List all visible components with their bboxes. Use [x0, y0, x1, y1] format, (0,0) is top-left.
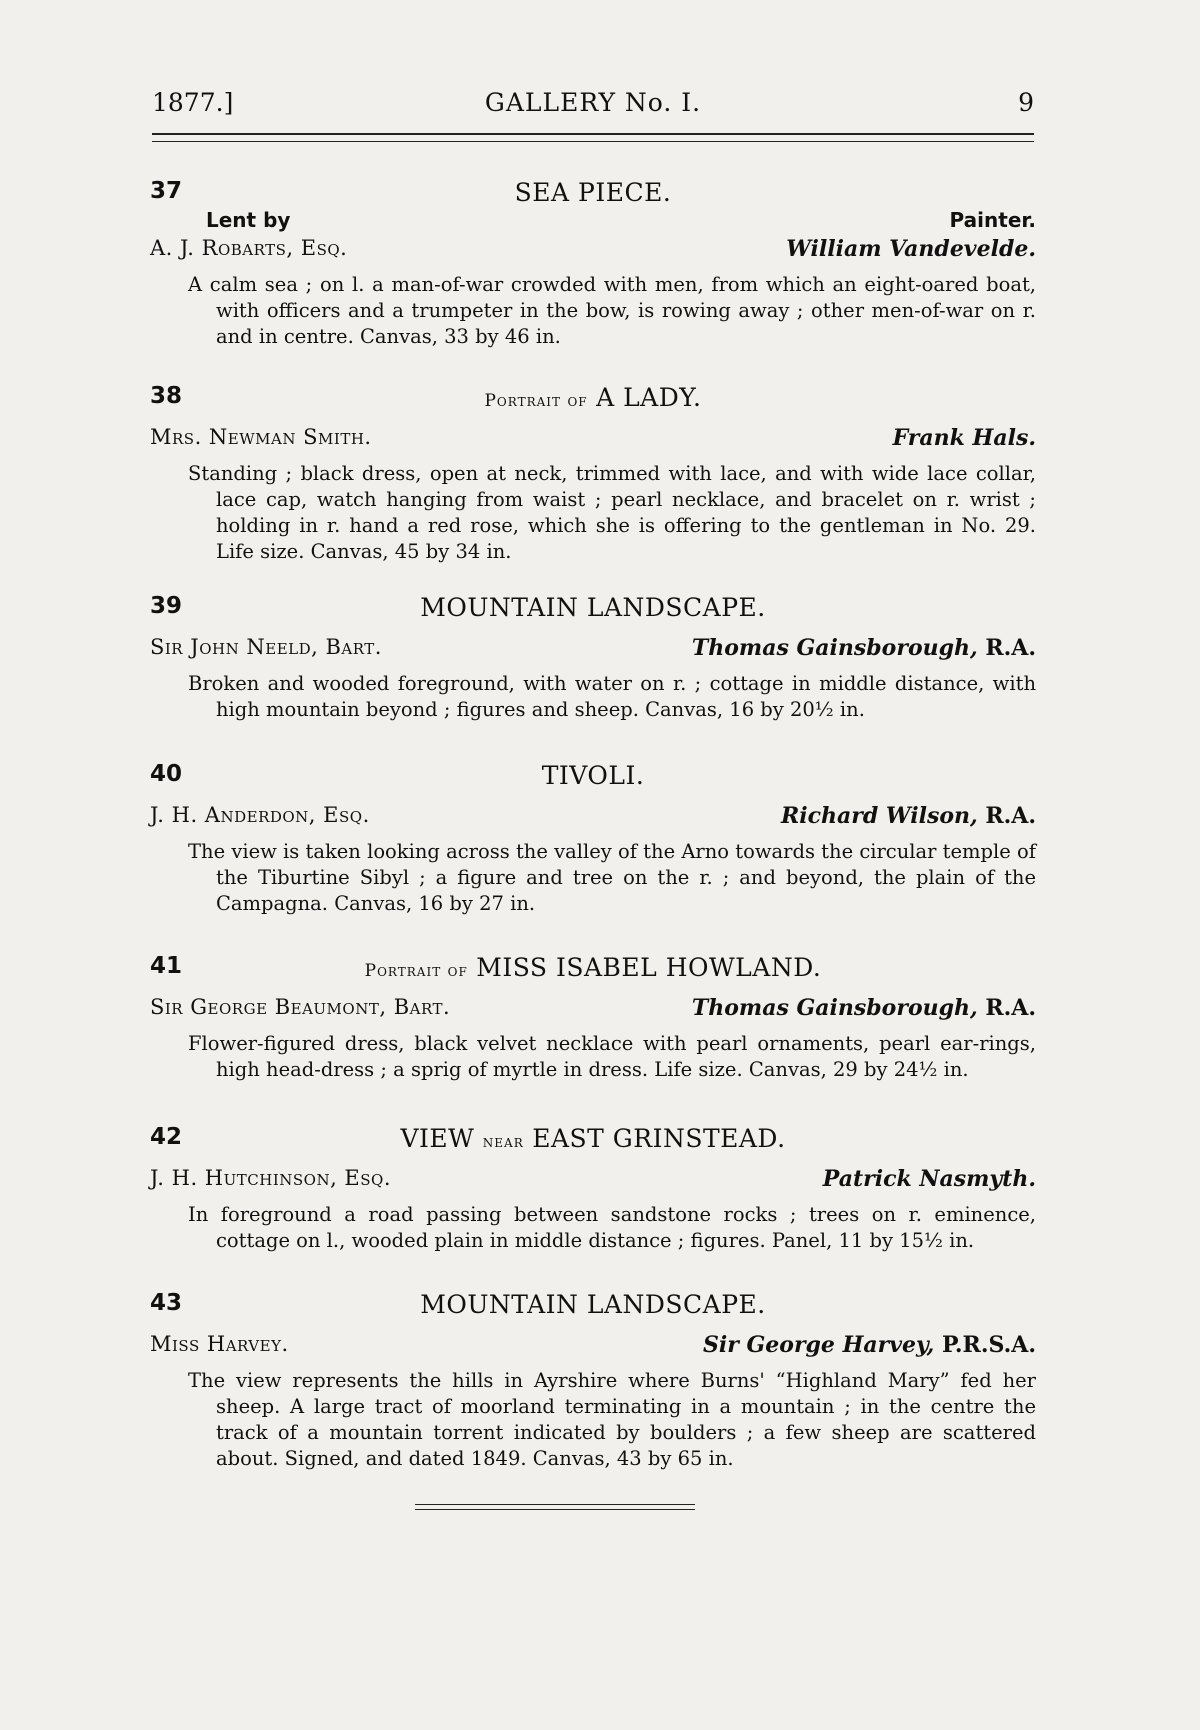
entry-number: 42 — [150, 1124, 183, 1150]
entry-lender: Miss Harvey. — [150, 1332, 289, 1356]
entry-title — [150, 383, 1036, 412]
entry-description-text: Flower-figured dress, black velvet necklace with pearl ornaments, pearl ear-rings, high head-dress ; a sprig of myrtle in dress. Life size. Canvas, 29 by 24½ in. — [188, 1032, 1036, 1081]
painter-name: Thomas Gainsborough, — [691, 995, 978, 1021]
entry-title-prefix: Portrait of — [364, 961, 468, 981]
entry-title: MOUNTAIN LANDSCAPE. — [420, 593, 766, 622]
painter-name: Thomas Gainsborough, — [691, 635, 978, 661]
painter-name: Richard Wilson, — [780, 803, 978, 829]
catalogue-entry-41 — [150, 953, 1036, 1113]
entry-description — [188, 1368, 1036, 1472]
catalogue-entry-39 — [150, 593, 1036, 733]
running-head-year: 1877.] — [152, 88, 234, 117]
entry-title: MOUNTAIN LANDSCAPE. — [420, 1290, 766, 1319]
catalogue-entry-42 — [150, 1124, 1036, 1264]
painter-label: Painter. — [949, 208, 1036, 232]
entry-title-prefix: Portrait of — [484, 391, 588, 411]
lent-by-label: Lent by — [206, 208, 291, 232]
entry-description — [188, 671, 1036, 723]
catalogue-entry-37 — [150, 178, 1036, 353]
catalogue-entry-38 — [150, 383, 1036, 563]
catalogue-entry-43 — [150, 1290, 1036, 1490]
painter-suffix: R.A. — [985, 803, 1036, 829]
entry-description-text: Broken and wooded foreground, with water on r. ; cottage in middle distance, with high mountain beyond ; figures and sheep. Canvas, 16 by 20½ in. — [188, 672, 1036, 721]
entry-lender: J. H. Hutchinson, Esq. — [150, 1166, 391, 1190]
entry-title — [150, 1124, 1036, 1153]
entry-painter: Patrick Nasmyth. — [822, 1166, 1036, 1192]
end-rule — [415, 1504, 695, 1510]
entry-lender: Sir George Beaumont, Bart. — [150, 995, 451, 1019]
entry-number: 40 — [150, 761, 183, 787]
header-rule — [152, 133, 1034, 142]
running-head — [152, 88, 1034, 128]
page-number: 9 — [1018, 88, 1034, 117]
entry-lender: A. J. Robarts, Esq. — [150, 236, 348, 260]
entry-description — [188, 1202, 1036, 1254]
entry-title-mid: near — [482, 1132, 524, 1152]
entry-title — [150, 953, 1036, 982]
entry-description — [188, 461, 1036, 565]
entry-description-text: In foreground a road passing between sandstone rocks ; trees on r. eminence, cottage on l., wooded plain in middle distance ; figures. Panel, 11 by 15½ in. — [188, 1203, 1036, 1252]
catalogue-entry-40 — [150, 761, 1036, 921]
entry-description-text: A calm sea ; on l. a man-of-war crowded with men, from which an eight-oared boat, with officers and a trumpeter in the bow, is rowing away ; other men-of-war on r. and in centre. Canvas, 33 by 46 in. — [188, 273, 1036, 348]
entry-title: TIVOLI. — [541, 761, 645, 790]
painter-name: Sir George Harvey, — [702, 1332, 935, 1358]
entry-description — [188, 1031, 1036, 1083]
entry-painter — [781, 803, 1036, 829]
entry-description — [188, 839, 1036, 917]
entry-number: 43 — [150, 1290, 183, 1316]
entry-number: 41 — [150, 953, 183, 979]
entry-title-main: A LADY. — [596, 383, 702, 412]
running-head-title: GALLERY No. I. — [484, 88, 702, 117]
entry-number: 39 — [150, 593, 183, 619]
entry-painter — [703, 1332, 1036, 1358]
entry-lender: Mrs. Newman Smith. — [150, 425, 372, 449]
entry-description-text: The view is taken looking across the valley of the Arno towards the circular temple of the Tiburtine Sibyl ; a figure and tree on the r. ; and beyond, the plain of the Campagna. Canvas, 16 by 27 in. — [188, 840, 1036, 915]
entry-title-start: VIEW — [400, 1124, 475, 1153]
entry-description — [188, 272, 1036, 350]
entry-painter — [692, 635, 1036, 661]
entry-painter: Frank Hals. — [892, 425, 1036, 451]
entry-title: SEA PIECE. — [514, 178, 672, 207]
painter-suffix: R.A. — [985, 635, 1036, 661]
entry-description-text: Standing ; black dress, open at neck, trimmed with lace, and with wide lace collar, lace cap, watch hanging from waist ; pearl necklace, and bracelet on r. wrist ; holding in r. hand a red rose, which she is offering to the gentleman in No. 29. Life size. Canvas, 45 by 34 in. — [188, 462, 1036, 563]
painter-suffix: R.A. — [985, 995, 1036, 1021]
entry-description-text: The view represents the hills in Ayrshire where Burns' “Highland Mary” fed her sheep. A large tract of moorland terminating in a mountain ; in the centre the track of a mountain torrent indicated by boulders ; a few sheep are scattered about. Signed, and dated 1849. Canvas, 43 by 65 in. — [188, 1369, 1036, 1470]
entry-number: 38 — [150, 383, 183, 409]
entry-painter: William Vandevelde. — [786, 236, 1036, 262]
entry-title-main: MISS ISABEL HOWLAND. — [476, 953, 822, 982]
entry-number: 37 — [150, 178, 183, 204]
entry-lender: J. H. Anderdon, Esq. — [150, 803, 370, 827]
entry-lender: Sir John Neeld, Bart. — [150, 635, 382, 659]
entry-painter — [692, 995, 1036, 1021]
painter-suffix: P.R.S.A. — [942, 1332, 1036, 1358]
entry-title-end: EAST GRINSTEAD. — [532, 1124, 786, 1153]
